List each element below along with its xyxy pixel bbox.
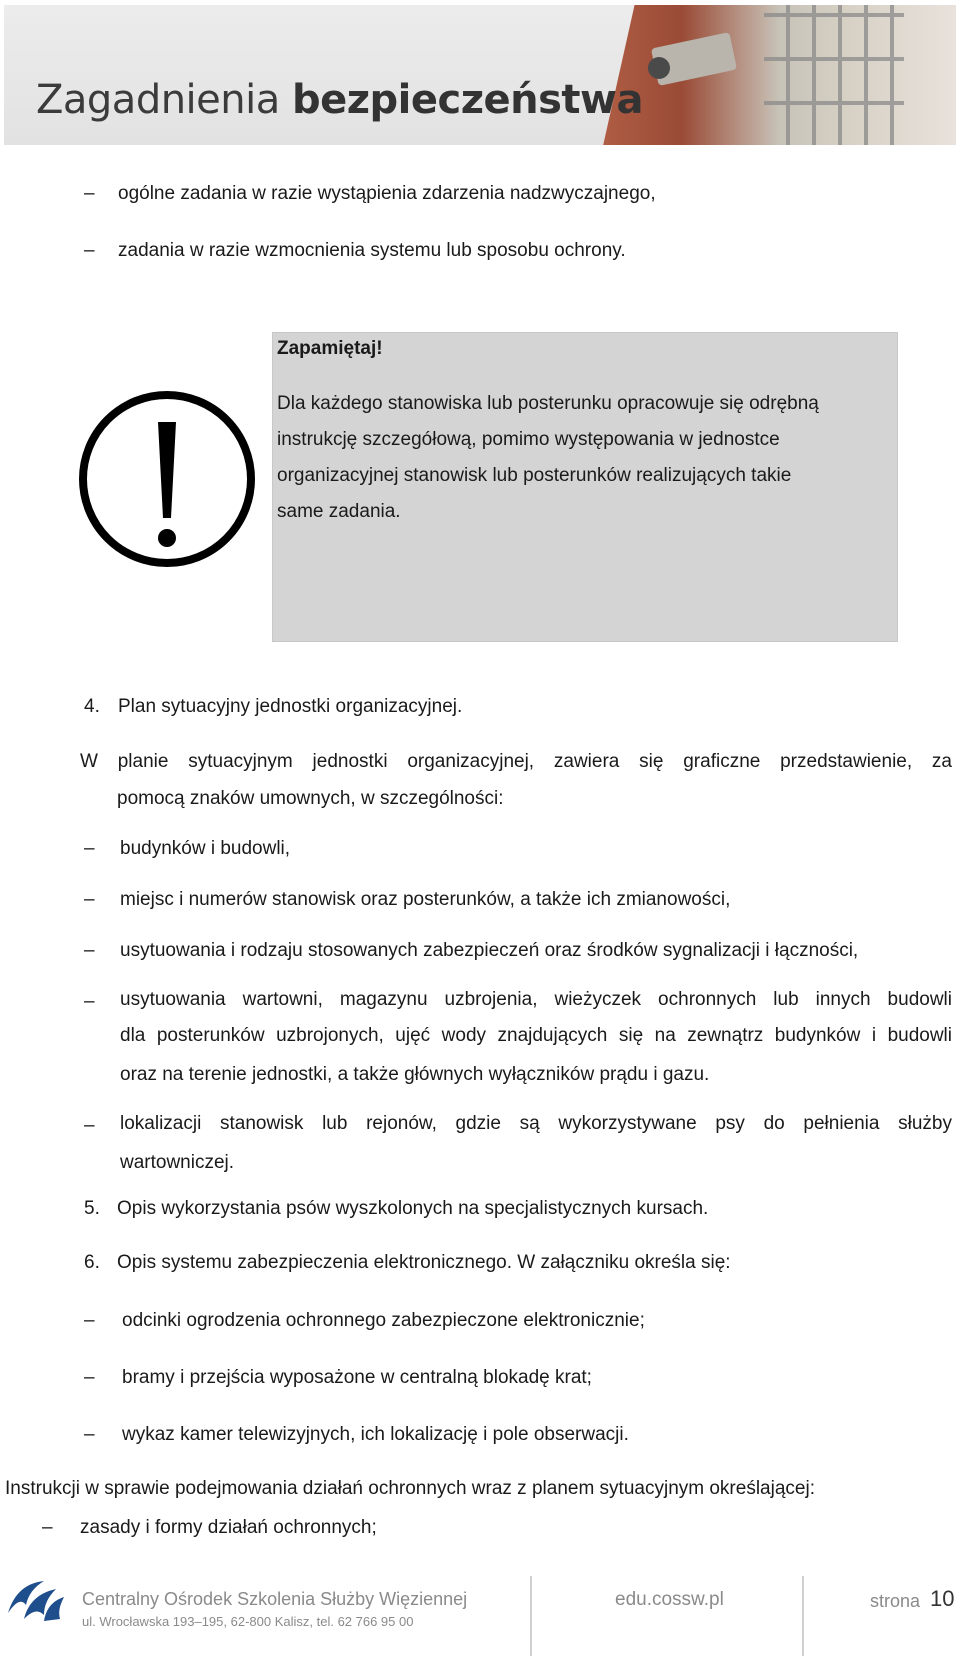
notice-line: organizacyjnej stanowisk lub posterunków realizujących takie xyxy=(277,465,792,486)
list-item-line: usytuowania wartowni, magazynu uzbrojenia, wieżyczek ochronnych lub innych budowli xyxy=(120,989,952,1010)
notice-line: instrukcję szczegółową, pomimo występowania w jednostce xyxy=(277,429,780,450)
footer-website-link[interactable]: edu.cossw.pl xyxy=(615,1589,724,1610)
cossw-logo-icon xyxy=(4,1573,66,1625)
page-header-banner xyxy=(4,5,956,145)
footer-organization: Centralny Ośrodek Szkolenia Służby Więziennej xyxy=(82,1589,468,1609)
closing-text: Instrukcji w sprawie podejmowania działań ochronnych wraz z planem sytuacyjnym określającej: xyxy=(5,1478,815,1499)
list-bullet: – xyxy=(84,183,95,204)
list-item: budynków i budowli, xyxy=(120,838,291,859)
header-title-light: Zagadnienia xyxy=(36,77,292,123)
section-6-number: 6. xyxy=(84,1252,100,1273)
list-item: usytuowania i rodzaju stosowanych zabezpieczeń oraz środków sygnalizacji i łączności, xyxy=(120,940,859,961)
footer-divider xyxy=(530,1576,532,1656)
list-bullet: – xyxy=(84,1424,95,1445)
section-4-number: 4. xyxy=(84,696,100,717)
list-item: zadania w razie wzmocnienia systemu lub sposobu ochrony. xyxy=(118,240,626,261)
camera-lens-image xyxy=(648,57,670,79)
notice-title: Zapamiętaj! xyxy=(277,338,383,359)
section-5-text: Opis wykorzystania psów wyszkolonych na specjalistycznych kursach. xyxy=(117,1198,709,1219)
list-bullet: – xyxy=(84,240,95,261)
list-bullet: – xyxy=(84,1310,95,1331)
footer-divider xyxy=(802,1576,804,1656)
notice-text xyxy=(277,386,887,530)
footer-page-label: strona xyxy=(870,1591,921,1611)
list-item-line: wartowniczej. xyxy=(120,1152,235,1173)
list-bullet: – xyxy=(84,1367,95,1388)
footer-address: ul. Wrocławska 193–195, 62-800 Kalisz, tel. 62 766 95 00 xyxy=(82,1614,414,1629)
notice-line: same zadania. xyxy=(277,501,401,522)
list-bullet: – xyxy=(84,838,95,859)
notice-line: Dla każdego stanowiska lub posterunku opracowuje się odrębną xyxy=(277,393,819,414)
section-4-intro-line2: pomocą znaków umownych, w szczególności: xyxy=(117,788,504,809)
prison-bars-image xyxy=(764,5,904,145)
header-title xyxy=(36,77,643,123)
list-item: ogólne zadania w razie wystąpienia zdarzenia nadzwyczajnego, xyxy=(118,183,656,204)
section-6-text: Opis systemu zabezpieczenia elektronicznego. W załączniku określa się: xyxy=(117,1252,731,1273)
section-5-number: 5. xyxy=(84,1198,100,1219)
header-photo xyxy=(564,5,956,145)
list-item: wykaz kamer telewizyjnych, ich lokalizację i pole obserwacji. xyxy=(122,1424,629,1445)
list-bullet: – xyxy=(84,940,95,961)
list-bullet: – xyxy=(84,889,95,910)
list-item-line: lokalizacji stanowisk lub rejonów, gdzie są wykorzystywane psy do pełnienia służby xyxy=(120,1113,952,1134)
section-4-heading: Plan sytuacyjny jednostki organizacyjnej. xyxy=(118,696,463,717)
list-bullet: – xyxy=(42,1517,53,1538)
list-bullet: – xyxy=(84,991,95,1012)
list-bullet: – xyxy=(84,1115,95,1136)
list-item: zasady i formy działań ochronnych; xyxy=(80,1517,377,1538)
list-item: miejsc i numerów stanowisk oraz posterunków, a także ich zmianowości, xyxy=(120,889,731,910)
list-item: bramy i przejścia wyposażone w centralną blokadę krat; xyxy=(122,1367,592,1388)
list-item-line: oraz na terenie jednostki, a także głównych wyłączników prądu i gazu. xyxy=(120,1064,710,1085)
header-title-bold: bezpieczeństwa xyxy=(291,77,643,123)
section-4-intro-line1: W planie sytuacyjnym jednostki organizacyjnej, zawiera się graficzne przedstawienie, za xyxy=(80,751,952,772)
exclamation-circle-icon xyxy=(76,388,258,570)
footer-page-number: 10 xyxy=(930,1586,955,1611)
list-item-line: dla posterunków uzbrojonych, ujęć wody znajdujących się na zewnątrz budynków i budowli xyxy=(120,1025,952,1046)
list-item: odcinki ogrodzenia ochronnego zabezpieczone elektronicznie; xyxy=(122,1310,645,1331)
